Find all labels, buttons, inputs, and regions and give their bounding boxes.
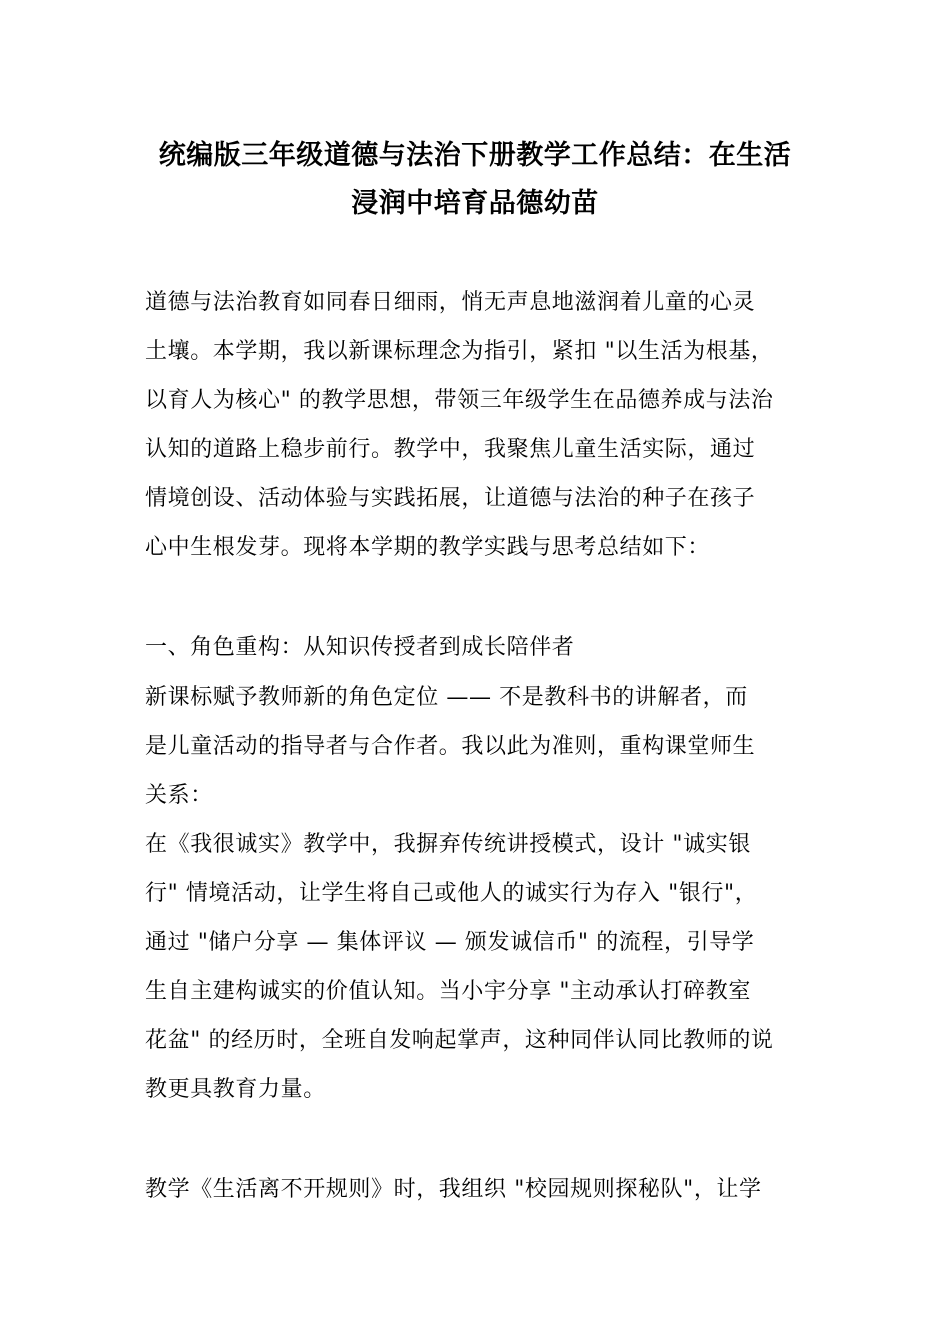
section-1-heading: 一、角色重构：从知识传授者到成长陪伴者 — [145, 635, 575, 660]
document-title-line-2: 浸润中培育品德幼苗 — [351, 188, 599, 219]
intro-line-3: 以育人为核心" 的教学思想，带领三年级学生在品德养成与法治 — [145, 388, 774, 413]
section-1-para-2-line-4: 生自主建构诚实的价值认知。当小宇分享 "主动承认打碎教室 — [145, 979, 751, 1004]
intro-line-4: 认知的道路上稳步前行。教学中，我聚焦儿童生活实际，通过 — [145, 437, 756, 462]
document-title-line-1: 统编版三年级道德与法治下册教学工作总结：在生活 — [158, 140, 792, 171]
section-1-para-2-line-5: 花盆" 的经历时，全班自发响起掌声，这种同伴认同比教师的说 — [145, 1028, 774, 1053]
section-1-para-3-line-1: 教学《生活离不开规则》时，我组织 "校园规则探秘队"，让学 — [145, 1177, 762, 1202]
section-1-para-2-line-3: 通过 "储户分享 — 集体评议 — 颁发诚信币" 的流程，引导学 — [145, 930, 755, 955]
section-1-para-1-line-1: 新课标赋予教师新的角色定位 —— 不是教科书的讲解者，而 — [145, 685, 748, 710]
intro-line-5: 情境创设、活动体验与实践拓展，让道德与法治的种子在孩子 — [145, 486, 756, 511]
section-1-para-2-line-2: 行" 情境活动，让学生将自己或他人的诚实行为存入 "银行"， — [145, 881, 758, 906]
section-1-para-1-line-2: 是儿童活动的指导者与合作者。我以此为准则，重构课堂师生 — [145, 734, 756, 759]
section-1-para-2-line-1: 在《我很诚实》教学中，我摒弃传统讲授模式，设计 "诚实银 — [145, 832, 751, 857]
section-1-para-1-line-3: 关系： — [145, 783, 213, 808]
intro-line-2: 土壤。本学期，我以新课标理念为指引，紧扣 "以生活为根基， — [145, 339, 774, 364]
intro-line-6: 心中生根发芽。现将本学期的教学实践与思考总结如下： — [145, 535, 711, 560]
section-1-para-2-line-6: 教更具教育力量。 — [145, 1077, 326, 1102]
intro-line-1: 道德与法治教育如同春日细雨，悄无声息地滋润着儿童的心灵 — [145, 290, 756, 315]
